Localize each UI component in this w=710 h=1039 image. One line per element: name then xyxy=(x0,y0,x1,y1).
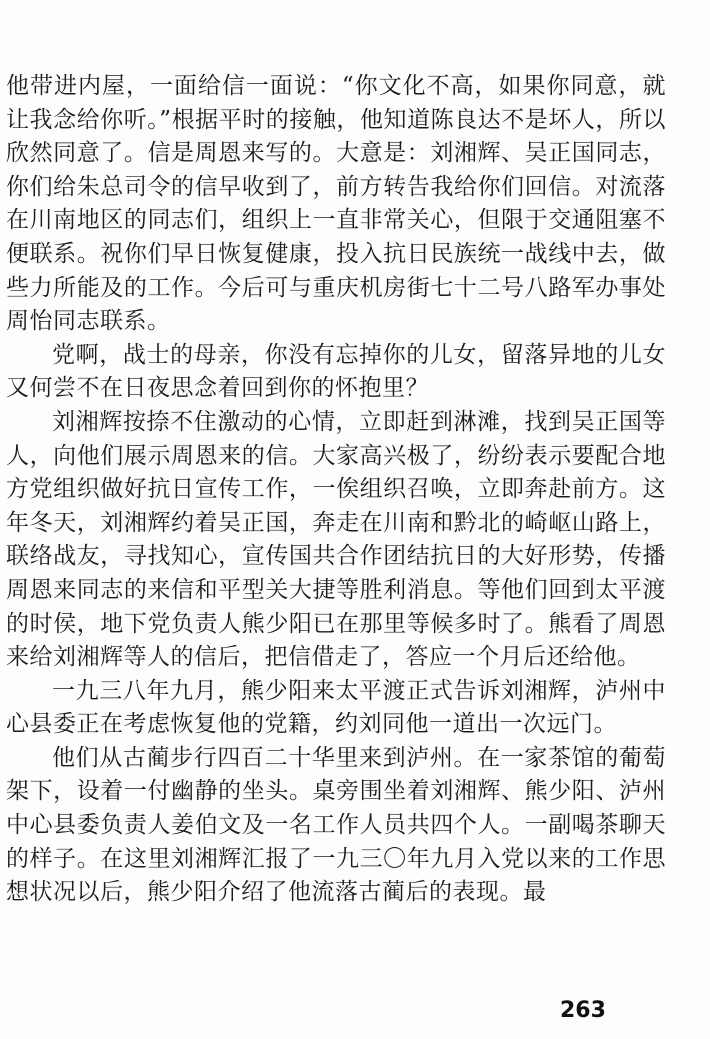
paragraph-5: 他们从古蔺步行四百二十华里来到泸州。在一家茶馆的葡萄架下，设着一付幽静的坐头。桌旁围坐着刘湘辉、熊少阳、泸州中心县委负责人姜伯文及一名工作人员共四个人。一副喝茶聊天的样子。在这里刘湘辉汇报了一九三〇年九月入党以来的工作思想状况以后，熊少阳介绍了他流落古蔺后的表现。最 xyxy=(6,744,666,906)
paragraph-1: 他带进内屋，一面给信一面说：“你文化不高，如果你同意，就让我念给你听。”根据平时的接触，他知道陈良达不是坏人，所以欣然同意了。信是周恩来写的。大意是：刘湘辉、吴正国同志，你们给朱总司令的信早收到了，前方转告我给你们回信。对流落在川南地区的同志们，组织上一直非常关心，但限于交通阻塞不便联系。祝你们早日恢复健康，投入抗日民族统一战线中去，做些力所能及的工作。今后可与重庆机房街七十二号八路军办事处周怡同志联系。 xyxy=(6,73,666,335)
body-text xyxy=(6,70,666,910)
paragraph-2: 党啊，战士的母亲，你没有忘掉你的儿女，留落异地的儿女又何尝不在日夜思念着回到你的怀抱里？ xyxy=(6,341,666,402)
paragraph-3: 刘湘辉按捺不住激动的心情，立即赶到淋滩，找到吴正国等人，向他们展示周恩来的信。大家高兴极了，纷纷表示要配合地方党组织做好抗日宣传工作，一俟组织召唤，立即奔赴前方。这年冬天，刘湘辉约着吴正国，奔走在川南和黔北的崎岖山路上，联络战友，寻找知心，宣传国共合作团结抗日的大好形势，传播周恩来同志的来信和平型关大捷等胜利消息。等他们回到太平渡的时侯，地下党负责人熊少阳已在那里等候多时了。熊看了周恩来给刘湘辉等人的信后，把信借走了，答应一个月后还给他。 xyxy=(6,408,666,671)
page-number: 263 xyxy=(560,998,606,1023)
paragraph-4: 一九三八年九月，熊少阳来太平渡正式告诉刘湘辉，泸州中心县委正在考虑恢复他的党籍，约刘同他一道出一次远门。 xyxy=(6,677,666,738)
